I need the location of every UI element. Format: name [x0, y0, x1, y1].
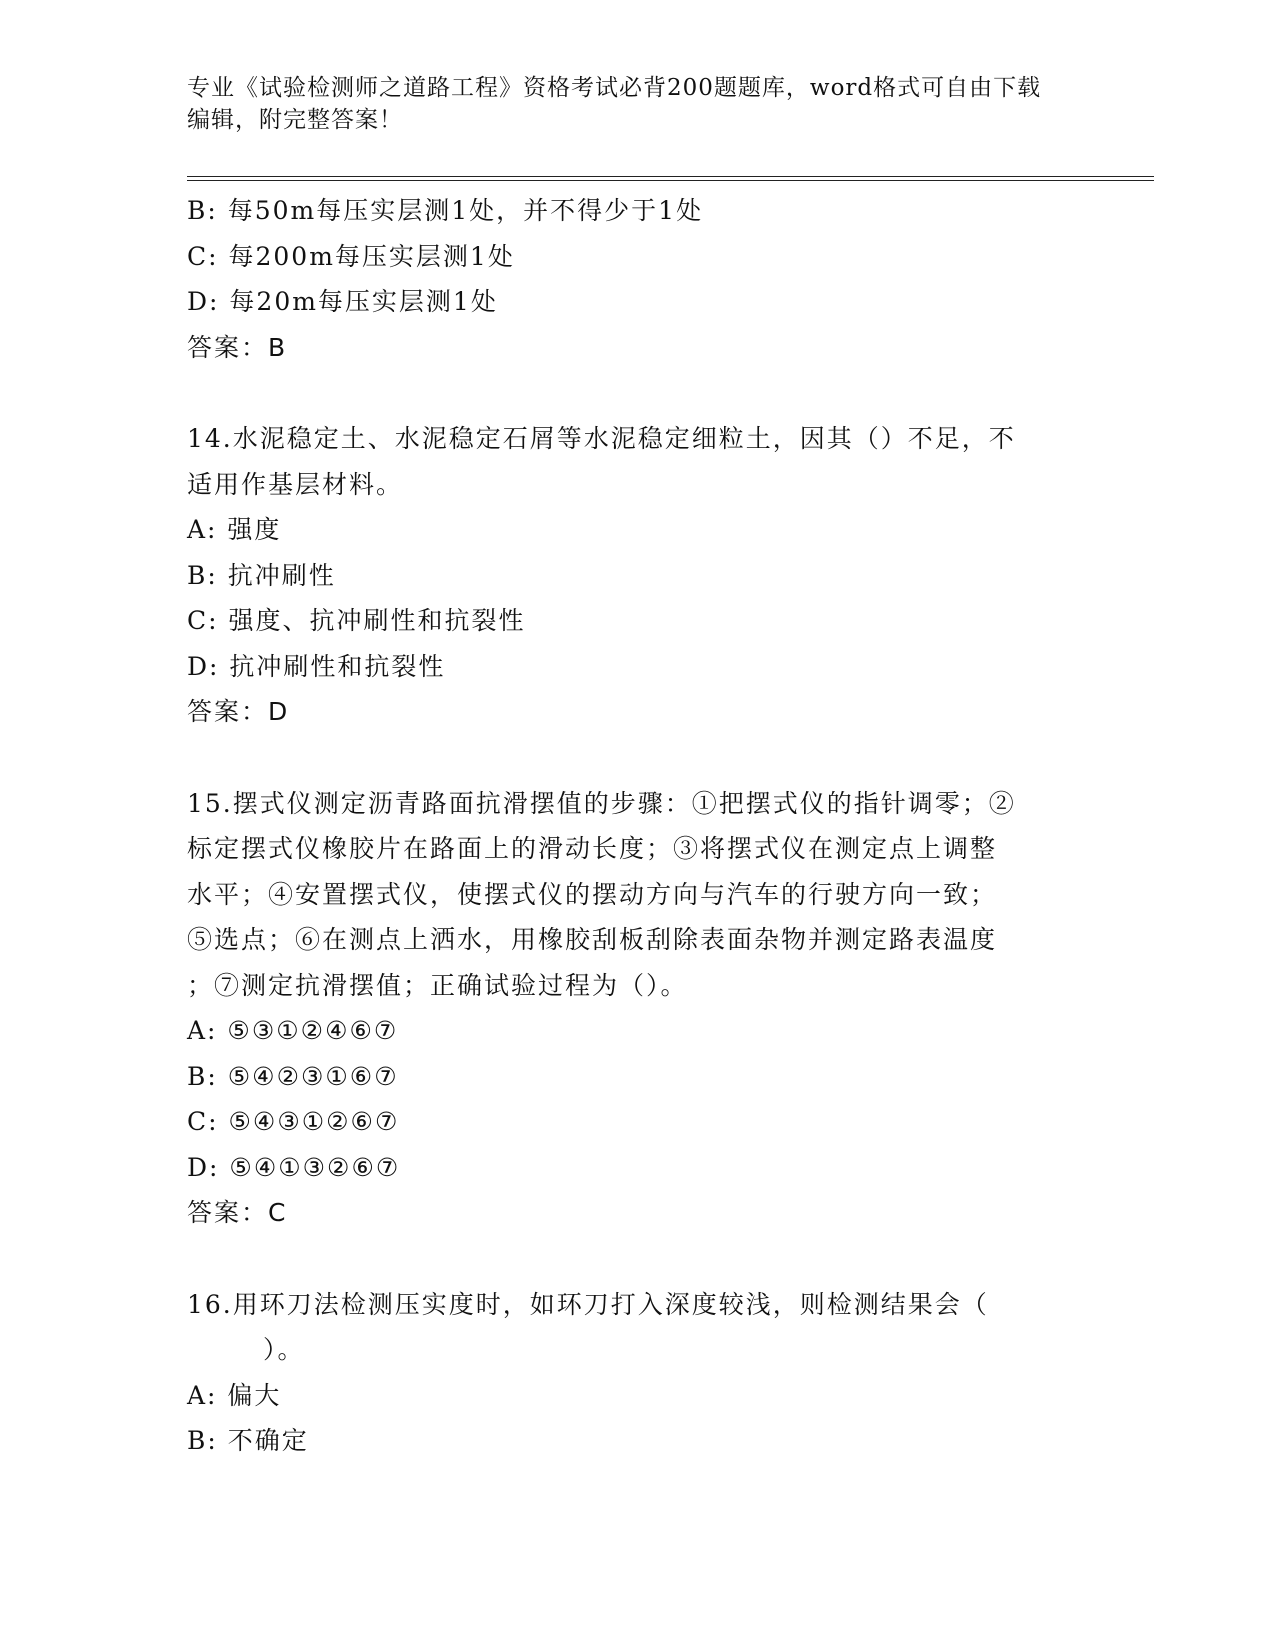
option-c: C: 每200m每压实层测1处	[187, 241, 515, 271]
question-text: 水平；④安置摆式仪，使摆式仪的摆动方向与汽车的行驶方向一致；	[187, 879, 998, 909]
question-text: 标定摆式仪橡胶片在路面上的滑动长度；③将摆式仪在测定点上调整	[187, 834, 998, 863]
spacer	[187, 735, 1067, 781]
answer-line: 答案：C	[187, 1198, 288, 1227]
question-text: ；⑦测定抗滑摆值；正确试验过程为（）。	[187, 970, 688, 1000]
option-d: D: 每20m每压实层测1处	[187, 287, 498, 316]
answer-line: 答案：D	[187, 697, 290, 726]
question-text: 14.水泥稳定土、水泥稳定石屑等水泥稳定细粒土，因其（）不足，不	[187, 424, 1016, 453]
header-title-line-1: 专业《试验检测师之道路工程》资格考试必背200题题库，word格式可自由下载	[187, 75, 1042, 101]
question-15	[187, 781, 1067, 1236]
question-text: 15.摆式仪测定沥青路面抗滑摆值的步骤：①把摆式仪的指针调零；②	[187, 788, 1016, 818]
question-text: ）。	[263, 1335, 305, 1364]
option-c: C: ⑤④③①②⑥⑦	[187, 1107, 400, 1136]
question-16	[187, 1282, 1067, 1464]
option-b: B: 每50m每压实层测1处，并不得少于1处	[187, 196, 704, 225]
option-b: B: ⑤④②③①⑥⑦	[187, 1061, 399, 1091]
option-a: A: ⑤③①②④⑥⑦	[187, 1016, 399, 1045]
option-d: D: ⑤④①③②⑥⑦	[187, 1152, 401, 1182]
answer-line: 答案：B	[187, 332, 288, 362]
spacer	[187, 370, 1067, 416]
document-header	[187, 72, 1087, 136]
option-a: A: 强度	[187, 515, 282, 544]
question-13-continuation	[187, 188, 1067, 370]
option-c: C: 强度、抗冲刷性和抗裂性	[187, 606, 526, 635]
question-text: ⑤选点；⑥在测点上洒水，用橡胶刮板刮除表面杂物并测定路表温度	[187, 925, 998, 954]
option-b: B: 不确定	[187, 1426, 309, 1455]
question-14	[187, 416, 1067, 735]
option-d: D: 抗冲刷性和抗裂性	[187, 651, 446, 681]
question-text: 16.用环刀法检测压实度时，如环刀打入深度较浅，则检测结果会（	[187, 1289, 989, 1319]
header-title-line-2: 编辑，附完整答案！	[187, 107, 403, 133]
option-a: A: 偏大	[187, 1380, 282, 1410]
header-divider	[187, 176, 1154, 181]
question-text: 适用作基层材料。	[187, 469, 404, 499]
question-list	[187, 188, 1067, 1464]
spacer	[187, 1236, 1067, 1282]
option-b: B: 抗冲刷性	[187, 560, 336, 590]
